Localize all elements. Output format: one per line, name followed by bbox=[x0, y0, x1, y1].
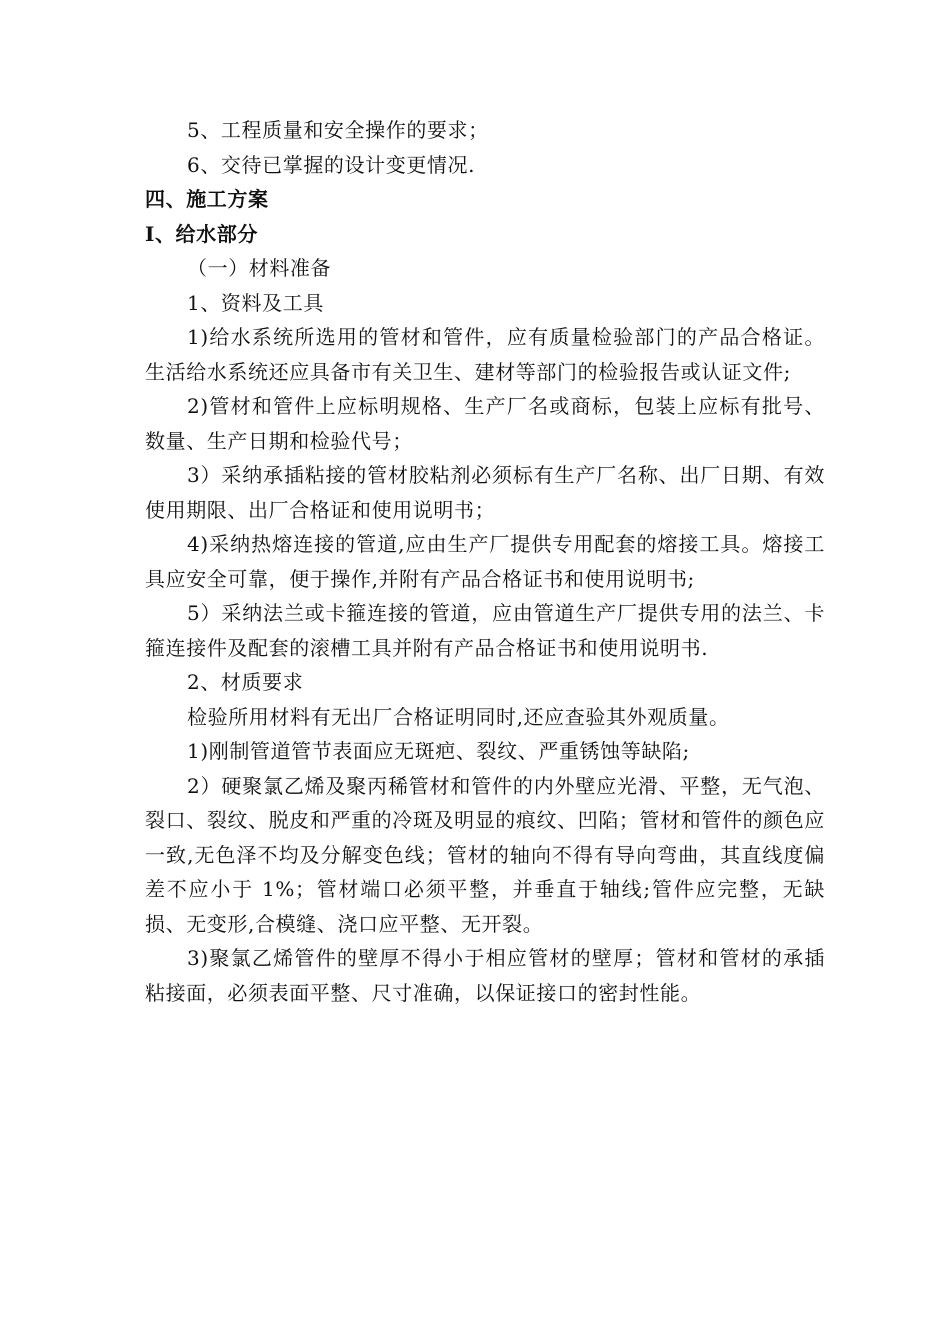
paragraph-material-item-3: 3)聚氯乙烯管件的壁厚不得小于相应管材的壁厚；管材和管材的承插粘接面，必须表面平整、尺寸准确，以保证接口的密封性能。 bbox=[145, 946, 825, 1005]
subheading-documents-tools: 1、资料及工具 bbox=[187, 290, 324, 315]
paragraph-item-3: 3）采纳承插粘接的管材胶粘剂必须标有生产厂名称、出厂日期、有效使用期限、出厂合格证和使用说明书； bbox=[145, 463, 825, 522]
document-body bbox=[145, 113, 825, 1010]
paragraph-material-item-1: 1)刚制管道管节表面应无斑疤、裂纹、严重锈蚀等缺陷; bbox=[187, 739, 690, 763]
paragraph-item-1: 1)给水系统所选用的管材和管件，应有质量检验部门的产品合格证。生活给水系统还应具备市有关卫生、建材等部门的检验报告或认证文件; bbox=[145, 325, 825, 384]
paragraph-material-item-2: 2）硬聚氯乙烯及聚丙稀管材和管件的内外壁应光滑、平整，无气泡、裂口、裂纹、脱皮和严重的冷斑及明显的痕纹、凹陷；管材和管件的颜色应一致,无色泽不均及分解变色线；管材的轴向不得有导向弯曲，其直线度偏差不应小于 1%；管材端口必须平整，并垂直于轴线;管件应完整，无缺损、无变形,合模缝、浇口应平整、无开裂。 bbox=[145, 773, 825, 936]
paragraph-item-2: 2)管材和管件上应标明规格、生产厂名或商标，包装上应标有批号、数量、生产日期和检验代号； bbox=[145, 394, 825, 453]
paragraph-requirement-5: 5、工程质量和安全操作的要求； bbox=[187, 118, 489, 142]
section-heading-construction-plan: 四、施工方案 bbox=[145, 187, 269, 211]
paragraph-inspection-intro: 检验所用材料有无出厂合格证明同时,还应查验其外观质量。 bbox=[187, 704, 730, 729]
paragraph-requirement-6: 6、交待已掌握的设计变更情况. bbox=[187, 152, 476, 177]
subheading-material-preparation: （一）材料准备 bbox=[187, 256, 332, 280]
section-heading-water-supply: Ⅰ、给水部分 bbox=[145, 221, 258, 246]
paragraph-item-4: 4)采纳热熔连接的管道,应由生产厂提供专用配套的熔接工具。熔接工具应安全可靠，便于操作,并附有产品合格证书和使用说明书; bbox=[145, 532, 825, 591]
subheading-material-requirements: 2、材质要求 bbox=[187, 670, 304, 694]
paragraph-item-5: 5）采纳法兰或卡箍连接的管道，应由管道生产厂提供专用的法兰、卡箍连接件及配套的滚槽工具并附有产品合格证书和使用说明书. bbox=[145, 601, 825, 660]
